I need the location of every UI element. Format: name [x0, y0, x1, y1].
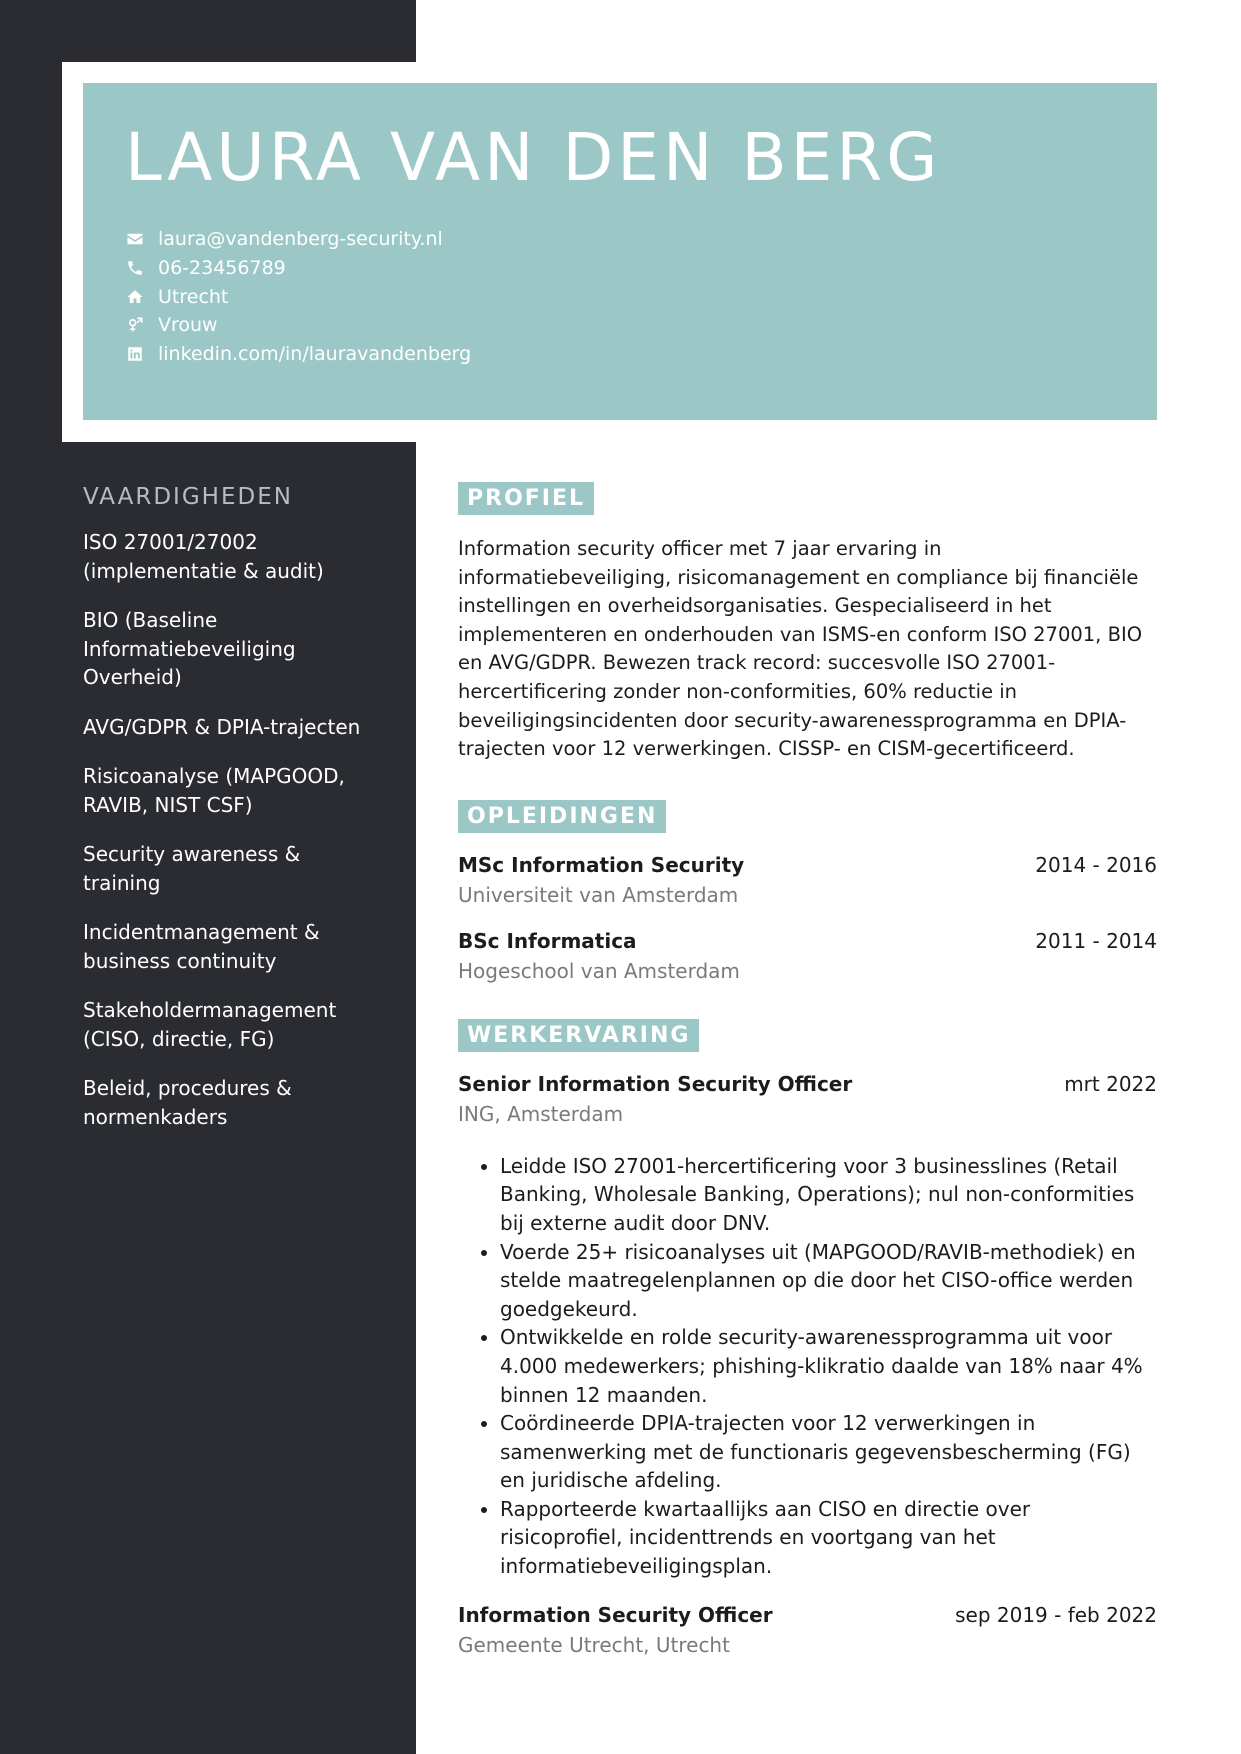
skill-item: Risicoanalyse (MAPGOOD, RAVIB, NIST CSF): [83, 764, 345, 817]
job-bullet: • Coördineerde DPIA-trajecten voor 12 verwerkingen in samenwerking met de functionaris gegevensbescherming (FG) en juridische afdeling.: [500, 1409, 1157, 1495]
skills-section: [83, 484, 383, 1152]
job-dates: sep 2019 - feb 2022: [955, 1602, 1157, 1627]
degree-title: BSc Informatica: [458, 928, 637, 953]
skill-item: Incidentmanagement & business continuity: [83, 920, 320, 973]
school-name: Universiteit van Amsterdam: [458, 882, 739, 907]
job-dates: mrt 2022: [1064, 1071, 1157, 1096]
linkedin-icon: [125, 344, 145, 364]
job-bullets: [458, 1152, 1157, 1581]
job-entry: [458, 1603, 1157, 1657]
envelope-icon: [125, 229, 145, 249]
job-bullet: • Voerde 25+ risicoanalyses uit (MAPGOOD/RAVIB-methodiek) en stelde maatregelenplannen op die door het CISO-office werden goedgekeurd.: [500, 1238, 1157, 1324]
profile-title: PROFIEL: [458, 482, 594, 515]
experience-title: WERKERVARING: [458, 1019, 699, 1052]
contact-gender: [125, 311, 1157, 340]
contact-phone-text: 06-23456789: [158, 257, 286, 280]
job-company: ING, Amsterdam: [458, 1101, 624, 1126]
contact-list: [125, 225, 1157, 368]
job-bullet: • Ontwikkelde en rolde security-awarenessprogramma uit voor 4.000 medewerkers; phishing-klikratio daalde van 18% naar 4% binnen 12 maanden.: [500, 1323, 1157, 1409]
skill-item: BIO (Baseline Informatiebeveiliging Overheid): [83, 608, 296, 689]
school-name: Hogeschool van Amsterdam: [458, 958, 740, 983]
main-content: [458, 482, 1157, 1657]
skills-list: [83, 528, 383, 1131]
job-role: Senior Information Security Officer: [458, 1071, 853, 1096]
contact-email[interactable]: [125, 225, 1157, 254]
education-entry: [458, 853, 1157, 907]
profile-section: [458, 482, 1157, 764]
job-role: Information Security Officer: [458, 1602, 773, 1627]
job-bullet: • Leidde ISO 27001-hercertificering voor 3 businesslines (Retail Banking, Wholesale Banking, Operations); nul non-conformities bij externe audit door DNV.: [500, 1152, 1157, 1238]
skill-item: Stakeholdermanagement (CISO, directie, FG): [83, 998, 337, 1051]
education-section: [458, 800, 1157, 983]
contact-linkedin-text: linkedin.com/in/lauravandenberg: [158, 343, 472, 366]
degree-title: MSc Information Security: [458, 852, 745, 877]
education-dates: 2014 - 2016: [1035, 852, 1157, 877]
candidate-name: LAURA VAN DEN BERG: [125, 119, 942, 196]
phone-icon: [125, 258, 145, 278]
job-bullet: • Rapporteerde kwartaallijks aan CISO en directie over risicoprofiel, incidenttrends en voortgang van het informatiebeveiligingsplan.: [500, 1495, 1157, 1581]
skill-item: AVG/GDPR & DPIA-trajecten: [83, 714, 361, 739]
education-entry: [458, 929, 1157, 983]
header: [83, 83, 1157, 420]
contact-city-text: Utrecht: [158, 285, 229, 308]
skill-item: Beleid, procedures & normenkaders: [83, 1076, 292, 1129]
education-dates: 2011 - 2014: [1035, 928, 1157, 953]
contact-gender-text: Vrouw: [158, 314, 218, 337]
gender-icon: [125, 315, 145, 335]
contact-phone[interactable]: [125, 254, 1157, 283]
skills-title: VAARDIGHEDEN: [83, 484, 293, 510]
skill-item: ISO 27001/27002 (implementatie & audit): [83, 530, 324, 583]
experience-section: [458, 1019, 1157, 1657]
profile-text: Information security officer met 7 jaar ervaring in informatiebeveiliging, risicomanagement en compliance bij financiële instellingen en overheidsorganisaties. Gespecialiseerd in het implementeren en onderhouden van ISMS-en conform ISO 27001, BIO en AVG/GDPR. Bewezen track record: succesvolle ISO 27001-hercertificering zonder non-conformities, 60% reductie in beveiligingsincidenten door security-awarenessprogramma en DPIA-trajecten voor 12 verwerkingen. CISSP- en CISM-gecertificeerd.: [458, 537, 1143, 761]
contact-linkedin[interactable]: [125, 340, 1157, 369]
contact-city: [125, 282, 1157, 311]
home-icon: [125, 287, 145, 307]
job-company: Gemeente Utrecht, Utrecht: [458, 1632, 730, 1657]
skill-item: Security awareness & training: [83, 842, 301, 895]
job-entry: [458, 1072, 1157, 1581]
education-title: OPLEIDINGEN: [458, 800, 666, 833]
contact-email-text: laura@vandenberg-security.nl: [158, 228, 443, 251]
